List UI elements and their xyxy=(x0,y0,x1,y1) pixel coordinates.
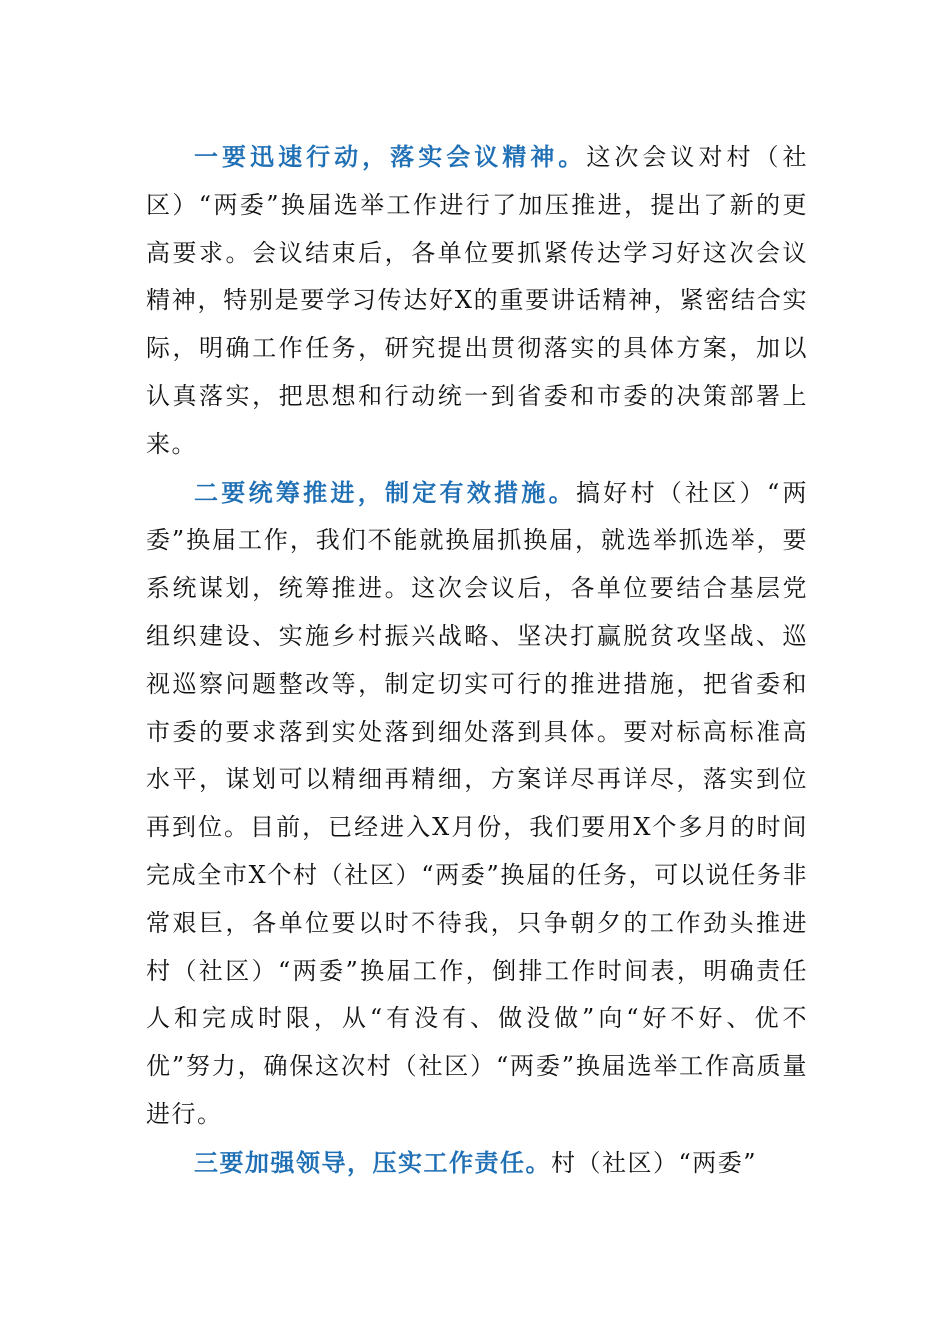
paragraph-2 xyxy=(146,469,808,1139)
paragraph-1 xyxy=(146,133,808,469)
paragraph-2-body: 搞好村（社区）“两委”换届工作，我们不能就换届抓换届，就选举抓选举，要系统谋划，统筹推进。这次会议后，各单位要结合基层党组织建设、实施乡村振兴战略、坚决打赢脱贫攻坚战、巡视巡察问题整改等，制定切实可行的推进措施，把省委和市委的要求落到实处落到细处落到具体。要对标高标准高水平，谋划可以精细再精细，方案详尽再详尽，落实到位再到位。目前，已经进入X月份，我们要用X个多月的时间完成全市X个村（社区）“两委”换届的任务，可以说任务非常艰巨，各单位要以时不待我，只争朝夕的工作劲头推进村（社区）“两委”换届工作，倒排工作时间表，明确责任人和完成时限，从“有没有、做没做”向“好不好、优不优”努力，确保这次村（社区）“两委”换届选举工作高质量进行。 xyxy=(146,478,808,1128)
paragraph-1-body: 这次会议对村（社区）“两委”换届选举工作进行了加压推进，提出了新的更高要求。会议结束后，各单位要抓紧传达学习好这次会议精神，特别是要学习传达好X的重要讲话精神，紧密结合实际，明确工作任务，研究提出贯彻落实的具体方案，加以认真落实，把思想和行动统一到省委和市委的决策部署上来。 xyxy=(146,143,809,458)
document-body xyxy=(146,133,808,1188)
paragraph-2-heading: 二要统筹推进，制定有效措施。 xyxy=(194,477,576,507)
paragraph-3-heading: 三要加强领导，压实工作责任。 xyxy=(194,1147,551,1177)
paragraph-1-heading: 一要迅速行动，落实会议精神。 xyxy=(194,142,587,171)
paragraph-3-body: 村（社区）“两委” xyxy=(551,1148,758,1177)
paragraph-3 xyxy=(146,1139,808,1188)
